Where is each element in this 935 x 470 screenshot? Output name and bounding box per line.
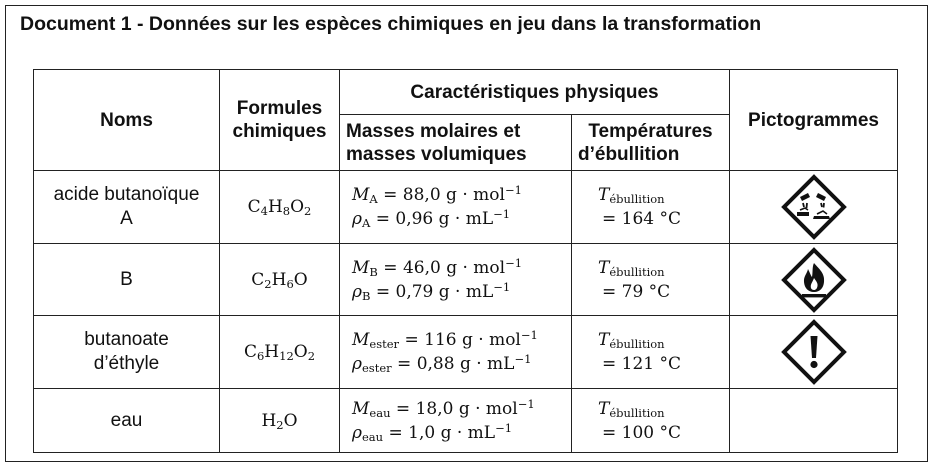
molar-mass-value: 116 g · mol	[424, 330, 521, 350]
pictogram-cell	[730, 389, 898, 453]
header-row-1	[34, 70, 898, 115]
temperature-symbol: T	[598, 330, 610, 350]
density-subscript: eau	[362, 429, 384, 444]
molar-mass-density	[340, 389, 572, 453]
exponent: −1	[520, 328, 538, 342]
chemical-formula	[220, 389, 340, 453]
equals-sign: =	[383, 257, 398, 278]
density	[352, 280, 571, 304]
boiling-temperature	[572, 244, 730, 316]
species-name	[34, 316, 220, 389]
formula-count: 2	[264, 276, 272, 291]
density-symbol: ρ	[352, 422, 362, 443]
temperature-subscript: ébullition	[609, 337, 665, 351]
species-name-line2: A	[120, 208, 133, 229]
formula-element: O	[293, 342, 308, 362]
formula-element: C	[243, 342, 257, 362]
pictogram-cell	[730, 171, 898, 244]
formula-count: 2	[276, 417, 284, 432]
temperature-symbol: T	[598, 185, 610, 205]
exponent: −1	[495, 420, 513, 435]
density	[352, 421, 571, 445]
boiling-temperature-value: = 121 °C	[602, 354, 682, 374]
formula-count: 2	[304, 204, 312, 218]
chemical-formula	[220, 244, 340, 316]
equals-sign: =	[388, 422, 403, 443]
header-masses-line1: Masses molaires et	[346, 120, 521, 142]
molar-mass	[352, 256, 571, 280]
molar-mass-subscript: ester	[369, 337, 400, 351]
equals-sign: =	[395, 398, 411, 419]
header-formules-line1: Formules	[236, 98, 323, 119]
header-masses	[340, 115, 572, 171]
formula-count: 2	[307, 349, 316, 363]
exponent: −1	[504, 183, 522, 197]
molar-mass-value: 46,0 g · mol	[402, 257, 506, 278]
formula-element: O	[283, 410, 298, 431]
molar-mass-density	[340, 244, 572, 316]
header-caracteristiques: Caractéristiques physiques	[340, 70, 730, 115]
boiling-temperature-label	[598, 328, 729, 352]
corrosive-icon	[781, 174, 847, 240]
equals-sign: =	[383, 185, 398, 205]
table-row	[34, 389, 898, 453]
density-subscript: ester	[362, 361, 392, 375]
density-symbol: ρ	[352, 354, 362, 374]
formula-element: O	[293, 269, 308, 290]
table-row	[34, 316, 898, 389]
molar-mass-subscript: B	[369, 264, 378, 279]
density-subscript: B	[362, 288, 371, 303]
molar-mass-subscript: A	[369, 192, 378, 206]
molar-mass-density	[340, 171, 572, 244]
boiling-temperature	[572, 389, 730, 453]
species-name	[34, 389, 220, 453]
temperature-symbol: T	[598, 257, 610, 278]
formula-count: 4	[260, 204, 268, 218]
species-name	[34, 244, 220, 316]
formula-element: C	[251, 269, 265, 290]
formula-element: H	[267, 197, 283, 217]
header-temperatures	[572, 115, 730, 171]
species-name	[34, 171, 220, 244]
header-pictogrammes: Pictogrammes	[730, 70, 898, 171]
density-symbol: ρ	[352, 209, 362, 229]
boiling-temperature-label	[598, 183, 729, 207]
molar-mass-symbol: M	[352, 185, 370, 205]
formula-element: O	[290, 197, 305, 217]
density-symbol: ρ	[352, 281, 362, 302]
boiling-temperature	[572, 316, 730, 389]
formula-count: 6	[256, 349, 265, 363]
equals-sign: =	[375, 281, 391, 302]
boiling-temperature-value: = 100 °C	[602, 422, 682, 443]
boiling-temperature-value: = 164 °C	[602, 209, 682, 229]
species-name-line1: eau	[110, 409, 143, 431]
exponent: −1	[517, 396, 535, 411]
density-value: 1,0 g · mL	[408, 422, 496, 443]
boiling-temperature-label	[598, 397, 729, 421]
header-masses-line2: masses volumiques	[346, 143, 527, 165]
exponent: −1	[493, 207, 511, 221]
species-name-line1: acide butanoïque	[53, 184, 200, 205]
chemical-formula	[220, 316, 340, 389]
header-formules	[220, 70, 340, 171]
temperature-subscript: ébullition	[609, 192, 665, 206]
equals-sign: =	[404, 330, 419, 350]
formula-element: H	[264, 342, 280, 362]
table-row	[34, 244, 898, 316]
species-name-line1: butanoate	[84, 329, 169, 350]
boiling-temperature-label	[598, 256, 729, 280]
molar-mass-value: 88,0 g · mol	[402, 185, 505, 205]
formula-count: 8	[282, 204, 291, 218]
formula-element: H	[271, 269, 287, 290]
table-body	[34, 171, 898, 453]
formula-count: 12	[279, 349, 294, 363]
boiling-temperature	[572, 171, 730, 244]
density-value: 0,88 g · mL	[416, 354, 515, 374]
molar-mass	[352, 328, 571, 352]
pictogram-cell	[730, 316, 898, 389]
temperature-subscript: ébullition	[609, 264, 665, 279]
molar-mass-symbol: M	[352, 398, 370, 419]
flammable-icon	[781, 247, 847, 313]
density	[352, 207, 571, 231]
density-value: 0,79 g · mL	[395, 281, 494, 302]
molar-mass	[352, 183, 571, 207]
molar-mass-symbol: M	[352, 257, 370, 278]
formula-count: 6	[286, 276, 294, 291]
document-title: Document 1 - Données sur les espèces chimiques en jeu dans la transformation	[20, 13, 762, 35]
equals-sign: =	[397, 354, 412, 374]
header-temperatures-line1: Températures	[588, 120, 713, 142]
density-subscript: A	[362, 216, 371, 230]
molar-mass-subscript: eau	[369, 405, 391, 420]
exclamation-icon	[781, 319, 847, 385]
molar-mass-symbol: M	[352, 330, 370, 350]
pictogram-cell	[730, 244, 898, 316]
header-temperatures-line2: d’ébullition	[578, 143, 680, 165]
formula-element: H	[261, 410, 277, 431]
molar-mass-value: 18,0 g · mol	[415, 398, 518, 419]
temperature-subscript: ébullition	[609, 405, 665, 420]
exponent: −1	[514, 352, 532, 366]
temperature-symbol: T	[598, 398, 610, 419]
exponent: −1	[493, 279, 511, 294]
chemical-formula	[220, 171, 340, 244]
header-noms: Noms	[34, 70, 220, 171]
species-name-line2: d’éthyle	[93, 353, 160, 374]
formula-element: C	[247, 197, 261, 217]
density-value: 0,96 g · mL	[395, 209, 494, 229]
exponent: −1	[505, 255, 523, 270]
species-table	[33, 69, 898, 453]
species-name-line1: B	[120, 268, 133, 290]
density	[352, 352, 571, 376]
header-formules-line2: chimiques	[232, 121, 327, 142]
table-row	[34, 171, 898, 244]
molar-mass-density	[340, 316, 572, 389]
boiling-temperature-value: = 79 °C	[602, 281, 671, 302]
molar-mass	[352, 397, 571, 421]
equals-sign: =	[375, 209, 390, 229]
